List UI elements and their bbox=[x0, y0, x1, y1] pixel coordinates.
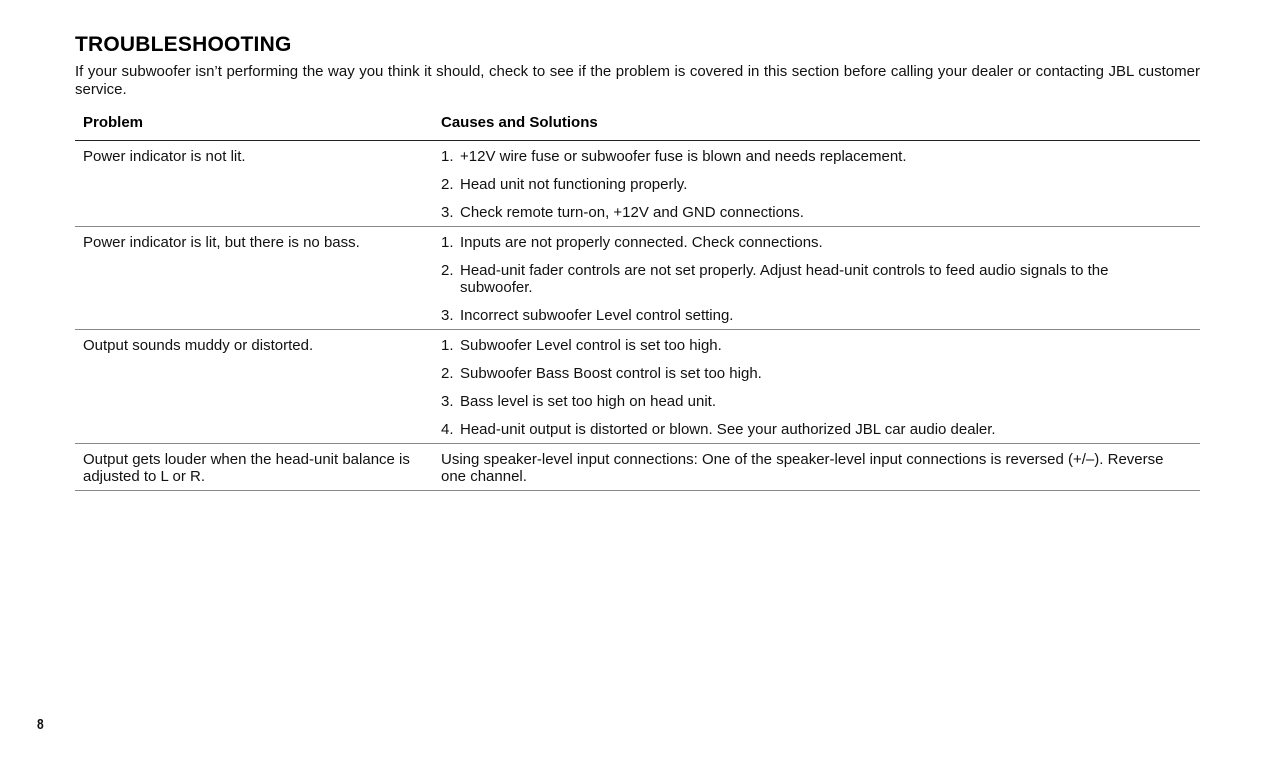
cause-item bbox=[441, 234, 1192, 251]
causes-cell: Using speaker-level input connections: One of the speaker-level input connections is reversed (+/–). Reverse one channel. bbox=[433, 444, 1200, 491]
cause-item bbox=[441, 393, 1192, 410]
cause-number: 1. bbox=[441, 148, 454, 165]
table-row bbox=[75, 444, 1200, 491]
cause-number: 3. bbox=[441, 204, 454, 221]
cause-item bbox=[441, 365, 1192, 382]
header-problem: Problem bbox=[75, 114, 433, 141]
cause-number: 2. bbox=[441, 262, 454, 279]
cause-number: 2. bbox=[441, 176, 454, 193]
cause-text: Check remote turn-on, +12V and GND connections. bbox=[460, 204, 804, 221]
cause-item bbox=[441, 421, 1192, 438]
section-title: TROUBLESHOOTING bbox=[75, 33, 292, 56]
cause-number: 1. bbox=[441, 234, 454, 251]
causes-cell bbox=[433, 227, 1200, 330]
causes-cell bbox=[433, 141, 1200, 227]
table-row bbox=[75, 330, 1200, 444]
cause-item bbox=[441, 307, 1192, 324]
problem-cell: Output sounds muddy or distorted. bbox=[75, 330, 433, 444]
cause-text: Head-unit output is distorted or blown. See your authorized JBL car audio dealer. bbox=[460, 421, 996, 438]
cause-number: 3. bbox=[441, 307, 454, 324]
problem-cell: Power indicator is not lit. bbox=[75, 141, 433, 227]
cause-text: Subwoofer Bass Boost control is set too high. bbox=[460, 365, 762, 382]
cause-number: 4. bbox=[441, 421, 454, 438]
cause-text: Incorrect subwoofer Level control setting. bbox=[460, 307, 734, 324]
cause-item bbox=[441, 337, 1192, 354]
problem-cell: Output gets louder when the head-unit balance is adjusted to L or R. bbox=[75, 444, 433, 491]
cause-text: Inputs are not properly connected. Check connections. bbox=[460, 234, 823, 251]
troubleshooting-table bbox=[75, 114, 1200, 491]
cause-item bbox=[441, 204, 1192, 221]
causes-cell bbox=[433, 330, 1200, 444]
problem-cell: Power indicator is lit, but there is no bass. bbox=[75, 227, 433, 330]
troubleshooting-section bbox=[75, 33, 1200, 491]
cause-item bbox=[441, 262, 1192, 296]
cause-item bbox=[441, 176, 1192, 193]
cause-number: 3. bbox=[441, 393, 454, 410]
table-header-row bbox=[75, 114, 1200, 141]
table-row bbox=[75, 227, 1200, 330]
intro-paragraph: If your subwoofer isn’t performing the way you think it should, check to see if the problem is covered in this section before calling your dealer or contacting JBL customer service. bbox=[75, 63, 1200, 98]
page-number: 8 bbox=[37, 716, 44, 733]
table-row bbox=[75, 141, 1200, 227]
cause-text: Head-unit fader controls are not set properly. Adjust head-unit controls to feed audio signals to the subwoofer. bbox=[460, 262, 1109, 296]
cause-text: Head unit not functioning properly. bbox=[460, 176, 688, 193]
cause-number: 2. bbox=[441, 365, 454, 382]
cause-number: 1. bbox=[441, 337, 454, 354]
cause-text: +12V wire fuse or subwoofer fuse is blown and needs replacement. bbox=[460, 148, 907, 165]
cause-text: Bass level is set too high on head unit. bbox=[460, 393, 716, 410]
cause-item bbox=[441, 148, 1192, 165]
cause-text: Subwoofer Level control is set too high. bbox=[460, 337, 722, 354]
header-causes: Causes and Solutions bbox=[433, 114, 1200, 141]
